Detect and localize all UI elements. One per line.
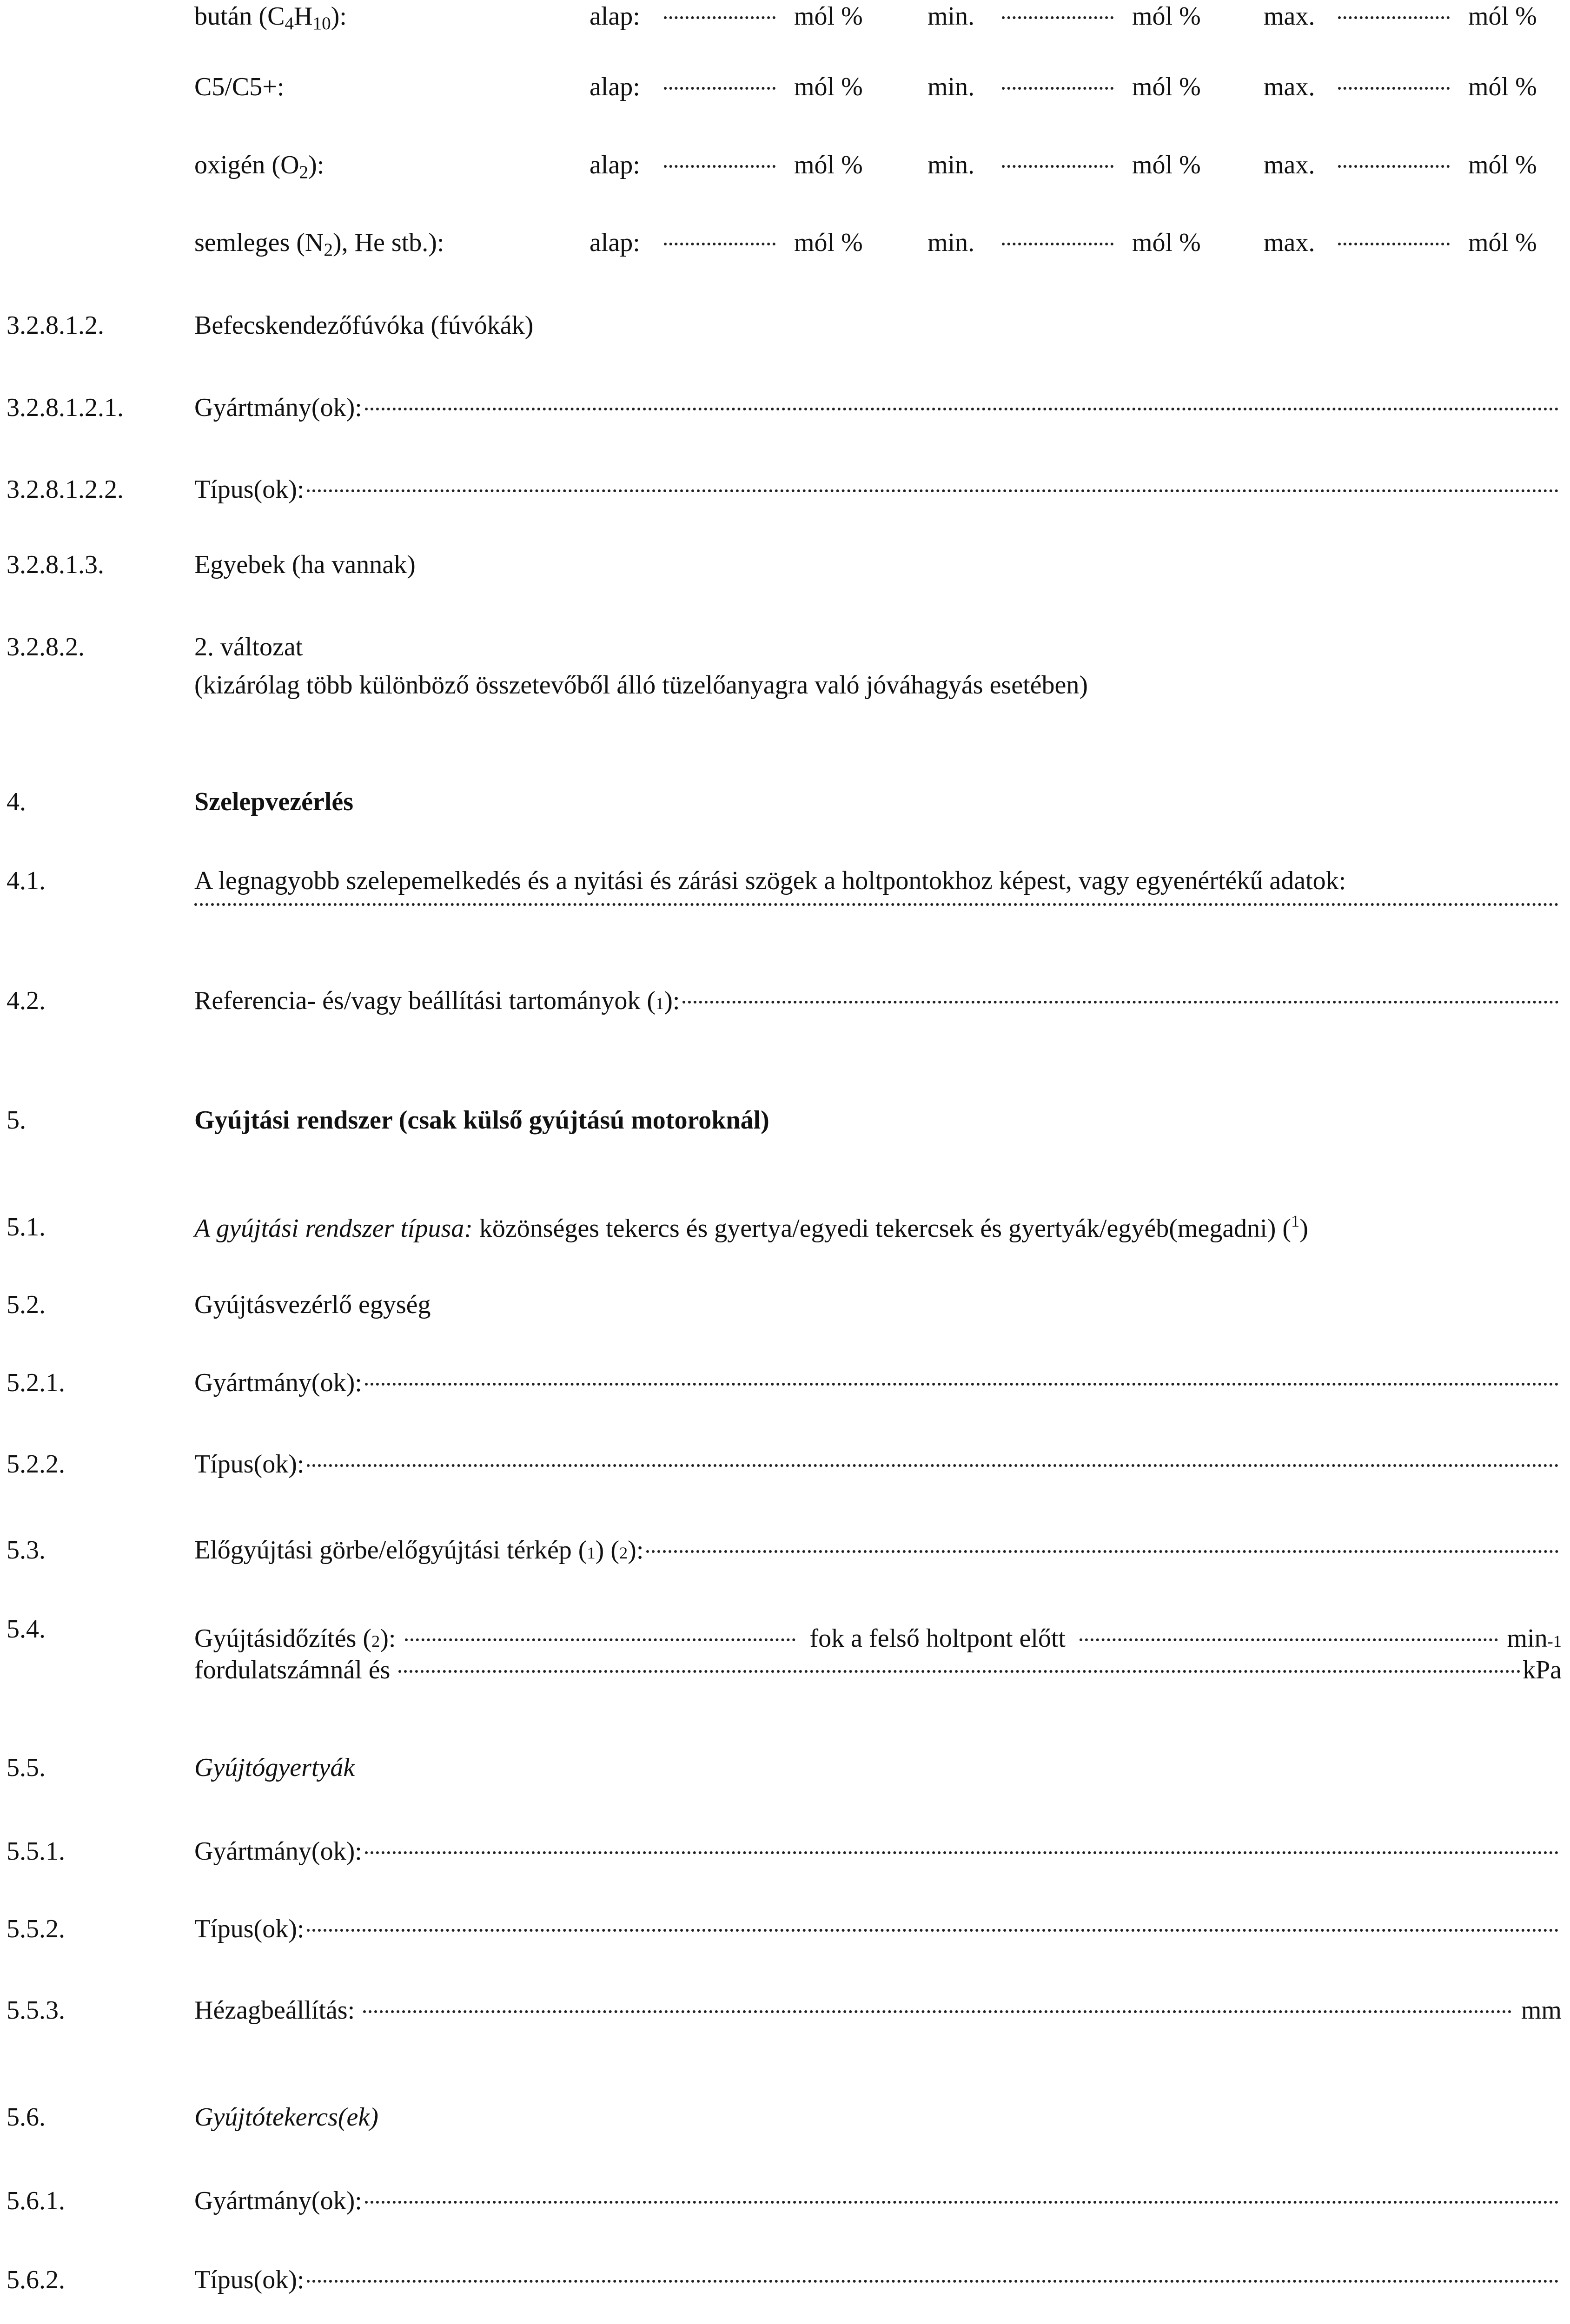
section-number: 5.3.	[7, 1536, 46, 1565]
gas-name: oxigén $(O_2)$:	[194, 151, 325, 182]
section-number: 5.5.3.	[7, 1996, 65, 2025]
section-heading: Gyújtógyertyák	[194, 1753, 355, 1782]
gas-name: C5/C5+:	[194, 73, 285, 101]
manufacturer-field[interactable]: Gyártmány(ok):	[194, 2185, 1562, 2217]
manufacturer-field[interactable]: Gyártmány(ok):	[194, 391, 1562, 424]
gas-base-field[interactable]: alap: mól %	[590, 228, 863, 257]
section-number: 3.2.8.1.2.2.	[7, 475, 124, 504]
type-field[interactable]: Típus(ok):	[194, 1913, 1562, 1945]
gas-max-field[interactable]: max. mól %	[1264, 228, 1537, 257]
gas-min-field[interactable]: min. mól %	[927, 228, 1201, 257]
section-heading: 2. változat	[194, 633, 303, 661]
gas-max-field[interactable]: max. mól %	[1264, 2, 1537, 31]
section-number: 3.2.8.1.2.	[7, 311, 104, 340]
section-heading: Gyújtásvezérlő egység	[194, 1290, 431, 1319]
section-number: 5.	[7, 1106, 26, 1135]
gas-min-field[interactable]: min. mól %	[927, 2, 1201, 31]
ignition-speed-field[interactable]: fordulatszámnál és kPa	[194, 1656, 1562, 1684]
section-heading: Gyújtótekercs(ek)	[194, 2103, 378, 2132]
gas-min-field[interactable]: min. mól %	[927, 151, 1201, 179]
type-field[interactable]: Típus(ok):	[194, 1448, 1562, 1480]
section-text: A legnagyobb szelepemelkedés és a nyitási és zárási szögek a holtpontokhoz képest, vagy egyenértékű adatok:	[194, 866, 1346, 895]
advance-curve-field[interactable]: Előgyújtási görbe/előgyújtási térkép ( 1 ) ( 2 ):	[194, 1534, 1562, 1566]
section-title: Szelepvezérlés	[194, 787, 354, 816]
type-field[interactable]: Típus(ok):	[194, 473, 1562, 506]
section-number: 5.2.	[7, 1290, 46, 1319]
manufacturer-field[interactable]: Gyártmány(ok):	[194, 1367, 1562, 1399]
section-note: (kizárólag több különböző összetevőből álló tüzelőanyagra való jóváhagyás esetében)	[194, 671, 1088, 700]
section-heading: Befecskendezőfúvóka (fúvókák)	[194, 311, 534, 340]
section-number: 5.6.	[7, 2103, 46, 2132]
section-number: 3.2.8.1.3.	[7, 550, 104, 579]
section-heading: Egyebek (ha vannak)	[194, 550, 416, 579]
section-number: 5.2.1.	[7, 1368, 65, 1397]
section-number: 5.6.1.	[7, 2186, 65, 2215]
ignition-type-text: A gyújtási rendszer típusa: közönséges tekercs és gyertya/egyedi tekercsek és gyertyák/egyéb(megadni) ($^1$)	[194, 1212, 1308, 1243]
ignition-timing-field[interactable]: Gyújtásidőzítés ( 2 ): fok a felső holtpont előtt min -1	[194, 1624, 1562, 1653]
section-number: 5.5.1.	[7, 1837, 65, 1866]
gas-base-field[interactable]: alap: mól %	[590, 73, 863, 101]
type-field[interactable]: Típus(ok):	[194, 2264, 1562, 2296]
gap-field[interactable]: Hézagbeállítás: mm	[194, 1996, 1562, 2025]
gas-base-field[interactable]: alap: mól %	[590, 151, 863, 179]
gas-name: bután $(C_4H_{10})$:	[194, 2, 347, 33]
valve-data-field[interactable]	[194, 909, 1562, 911]
section-number: 5.5.2.	[7, 1915, 65, 1943]
section-title: Gyújtási rendszer (csak külső gyújtású motoroknál)	[194, 1106, 769, 1135]
gas-base-field[interactable]: alap: mól %	[590, 2, 863, 31]
section-number: 3.2.8.2.	[7, 633, 85, 661]
section-number: 5.5.	[7, 1753, 46, 1782]
section-number: 5.6.2.	[7, 2265, 65, 2294]
gas-min-field[interactable]: min. mól %	[927, 73, 1201, 101]
section-number: 5.1.	[7, 1213, 46, 1241]
gas-max-field[interactable]: max. mól %	[1264, 151, 1537, 179]
section-number: 4.1.	[7, 866, 46, 895]
section-number: 5.2.2.	[7, 1450, 65, 1479]
section-number: 4.2.	[7, 986, 46, 1015]
range-field[interactable]: Referencia- és/vagy beállítási tartományok ( 1 ):	[194, 984, 1562, 1017]
gas-max-field[interactable]: max. mól %	[1264, 73, 1537, 101]
gas-name: semleges $(N_2)$, He stb.):	[194, 228, 444, 260]
manufacturer-field[interactable]: Gyártmány(ok):	[194, 1835, 1562, 1868]
section-number: 4.	[7, 787, 26, 816]
section-number: 5.4.	[7, 1615, 46, 1644]
section-number: 3.2.8.1.2.1.	[7, 393, 124, 422]
